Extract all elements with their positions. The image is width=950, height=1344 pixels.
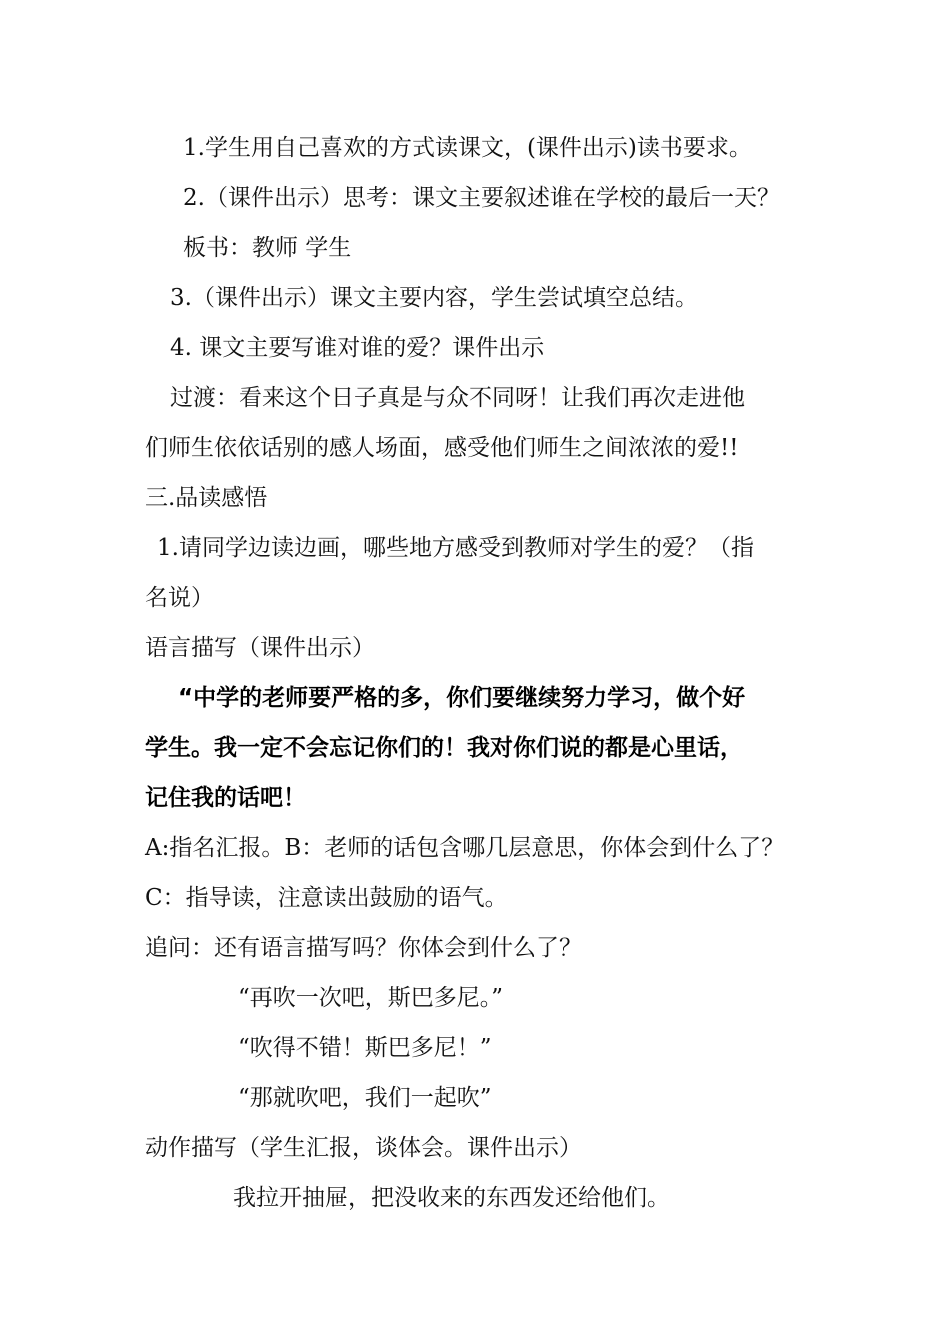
text-line-7: 们师生依依话别的感人场面，感受他们师生之间浓浓的爱!!: [145, 435, 739, 461]
dialogue-line-2: “吹得不错！斯巴多尼！”: [238, 1035, 492, 1061]
quote-line-2: 学生。我一定不会忘记你们的！我对你们说的都是心里话，: [145, 735, 743, 761]
text-line-4: 3.（课件出示）课文主要内容，学生尝试填空总结。: [170, 285, 698, 311]
text-line-10: 名说）: [145, 585, 214, 611]
text-line-17: 追问：还有语言描写吗？你体会到什么了？: [145, 935, 582, 961]
dialogue-line-1: “再吹一次吧，斯巴多尼。”: [238, 985, 504, 1011]
text-line-22: 我拉开抽屉，把没收来的东西发还给他们。: [233, 1185, 670, 1211]
text-line-3: 板书：教师 学生: [183, 235, 352, 261]
text-line-11: 语言描写（课件出示）: [145, 635, 375, 661]
text-line-15: A:指名汇报。B：老师的话包含哪几层意思，你体会到什么了？: [145, 835, 785, 861]
text-line-2: 2.（课件出示）思考：课文主要叙述谁在学校的最后一天？: [183, 185, 780, 211]
section-heading: 三.品读感悟: [145, 485, 268, 511]
text-line-16: C：指导读，注意读出鼓励的语气。: [145, 885, 508, 911]
dialogue-line-3: “那就吹吧，我们一起吹”: [238, 1085, 492, 1111]
text-line-21: 动作描写（学生汇报，谈体会。课件出示）: [145, 1135, 582, 1161]
quote-line-1: “中学的老师要严格的多，你们要继续努力学习，做个好: [178, 685, 746, 711]
text-line-5: 4. 课文主要写谁对谁的爱？课件出示: [170, 335, 545, 361]
quote-line-3: 记住我的话吧！: [145, 785, 306, 811]
text-line-6: 过渡：看来这个日子真是与众不同呀！让我们再次走进他: [170, 385, 745, 411]
text-line-1: 1.学生用自己喜欢的方式读课文，(课件出示)读书要求。: [183, 135, 752, 161]
text-line-9: 1.请同学边读边画，哪些地方感受到教师对学生的爱？（指: [157, 535, 754, 561]
